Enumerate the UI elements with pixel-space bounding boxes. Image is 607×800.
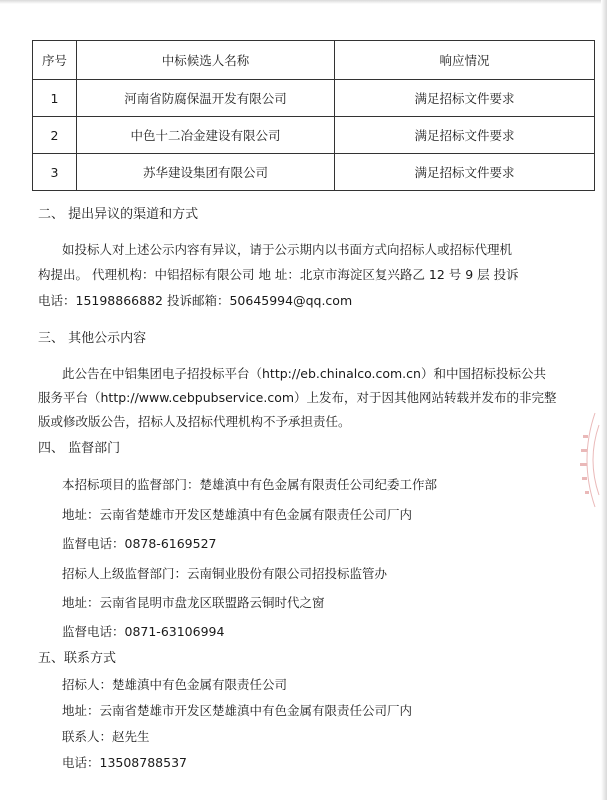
seal-stamp-fragment	[561, 405, 601, 515]
scan-edge-right	[601, 0, 607, 800]
upper-supervision-address: 地址：云南省昆明市盘龙区联盟路云铜时代之窗	[62, 595, 325, 610]
upper-supervision-dept: 招标人上级监督部门：云南铜业股份有限公司招投标监管办	[62, 566, 388, 581]
table-row	[33, 154, 595, 191]
paragraph-line: 电话：15198866882 投诉邮箱：50645994@qq.com	[38, 293, 353, 308]
contact-tenderer: 招标人：楚雄滇中有色金属有限责任公司	[62, 677, 288, 692]
paragraph-line: 构提出。 代理机构：中铝招标有限公司 地 址：北京市海淀区复兴路乙 12 号 9 层 投诉	[38, 267, 519, 282]
cell-candidate-name: 中色十二冶金建设有限公司	[77, 117, 335, 154]
paragraph-line: 此公告在中铝集团电子招投标平台（http://eb.chinalco.com.cn）和中国招标投标公共	[62, 366, 546, 381]
paragraph-line: 版或修改版公告，招标人及招标代理机构不予承担责任。	[38, 414, 351, 429]
cell-response: 满足招标文件要求	[335, 80, 595, 117]
cell-candidate-name: 苏华建设集团有限公司	[77, 154, 335, 191]
cell-candidate-name: 河南省防腐保温开发有限公司	[77, 80, 335, 117]
header-candidate-name: 中标候选人名称	[77, 41, 335, 80]
upper-supervision-phone: 监督电话：0871-63106994	[62, 624, 225, 639]
table-header-row	[33, 41, 595, 80]
cell-index: 1	[33, 80, 77, 117]
paragraph-line: 如投标人对上述公示内容有异议，请于公示期内以书面方式向招标人或招标代理机	[62, 242, 513, 257]
contact-person: 联系人：赵先生	[62, 729, 150, 744]
cell-index: 3	[33, 154, 77, 191]
cell-response: 满足招标文件要求	[335, 154, 595, 191]
bid-candidates-table	[32, 40, 595, 191]
contact-address: 地址：云南省楚雄市开发区楚雄滇中有色金属有限责任公司厂内	[62, 703, 413, 718]
supervision-phone: 监督电话：0878-6169527	[62, 536, 217, 551]
header-response: 响应情况	[335, 41, 595, 80]
supervision-dept: 本招标项目的监督部门：楚雄滇中有色金属有限责任公司纪委工作部	[62, 477, 438, 492]
section-title-contact: 五、联系方式	[38, 651, 117, 666]
header-index: 序号	[33, 41, 77, 80]
table-row	[33, 117, 595, 154]
cell-response: 满足招标文件要求	[335, 117, 595, 154]
supervision-address: 地址：云南省楚雄市开发区楚雄滇中有色金属有限责任公司厂内	[62, 507, 413, 522]
scan-edge-top	[0, 0, 607, 4]
table-row	[33, 80, 595, 117]
cell-index: 2	[33, 117, 77, 154]
section-title-supervision: 四、 监督部门	[38, 441, 121, 456]
contact-phone: 电话：13508788537	[62, 755, 187, 770]
section-title-objection: 二、 提出异议的渠道和方式	[38, 207, 199, 222]
paragraph-line: 服务平台（http://www.cebpubservice.com）上发布，对于因其他网站转载并发布的非完整	[38, 390, 557, 405]
section-title-other: 三、 其他公示内容	[38, 331, 147, 346]
